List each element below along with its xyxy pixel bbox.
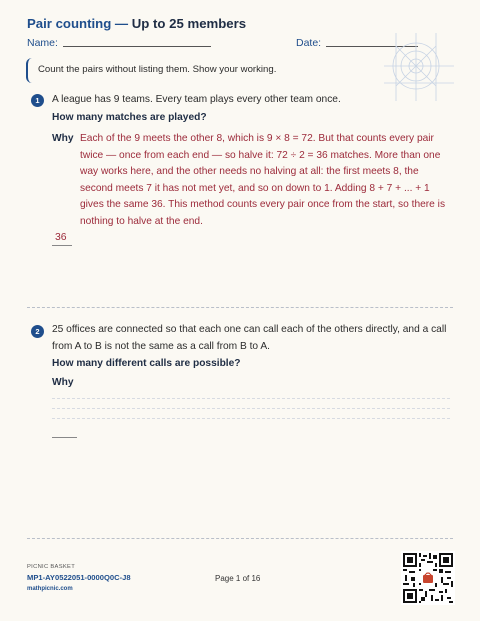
worksheet-code: MP1-AY0522051-0000Q0C-J8	[27, 573, 131, 582]
question-1-ask: How many matches are played?	[52, 112, 207, 123]
brand-label: PICNIC BASKET	[27, 564, 76, 570]
instruction-box	[26, 58, 366, 83]
question-2-text	[52, 322, 446, 355]
qr-code-icon	[401, 551, 455, 605]
question-2-text-line: from A to B is not the same as a call from B to A.	[52, 340, 270, 352]
question-1-explanation	[80, 131, 445, 231]
question-1-answer[interactable]: 36	[55, 232, 67, 243]
name-field[interactable]	[27, 37, 211, 49]
question-1-answer-line	[52, 245, 72, 246]
explanation-line: second meets 7 it has not met yet, and so on down to 1. Adding 8 + 7 + ... + 1	[80, 182, 430, 194]
explanation-line: gives the same 36. This method counts every pair once from the start, so there is	[80, 199, 446, 211]
question-2-text-line: 25 offices are connected so that each one can call each of the others directly, and a call	[52, 324, 447, 335]
title-subtitle: Up to 25 members	[131, 16, 247, 31]
question-2-ask: How many different calls are possible?	[52, 358, 241, 369]
site-link[interactable]: mathpicnic.com	[27, 586, 73, 592]
footer-divider	[27, 538, 453, 539]
explanation-line: twice — once from each end — so halve it: 72 ÷ 2 = 36 matches. More than one	[80, 149, 441, 161]
working-line[interactable]	[52, 398, 450, 399]
page-title	[27, 16, 246, 31]
question-1-why-label: Why	[52, 133, 74, 144]
title-separator: —	[111, 16, 132, 31]
question-2-answer-line	[52, 437, 77, 438]
working-line[interactable]	[52, 408, 450, 409]
instruction-text: Count the pairs without listing them. Show your working.	[38, 64, 277, 75]
explanation-line: way works here, and the other needs no halving at all: the first meets 8, the	[80, 166, 419, 178]
name-line[interactable]	[63, 46, 211, 47]
working-line[interactable]	[52, 418, 450, 419]
date-label: Date:	[296, 37, 322, 49]
question-number-badge: 1	[31, 94, 44, 107]
question-1-text: A league has 9 teams. Every team plays every other team once.	[52, 94, 341, 105]
question-number-badge: 2	[31, 325, 44, 338]
page-number: Page 1 of 16	[215, 574, 261, 583]
name-label: Name:	[27, 37, 58, 49]
title-main: Pair counting	[27, 16, 112, 31]
target-decoration-icon	[378, 33, 458, 103]
explanation-line: nothing to halve at the end.	[80, 215, 203, 227]
explanation-line: Each of the 9 meets the other 8, which is 9 × 8 = 72. But that counts every pair	[80, 133, 434, 144]
section-divider	[27, 307, 453, 308]
question-2-why-label: Why	[52, 377, 74, 388]
